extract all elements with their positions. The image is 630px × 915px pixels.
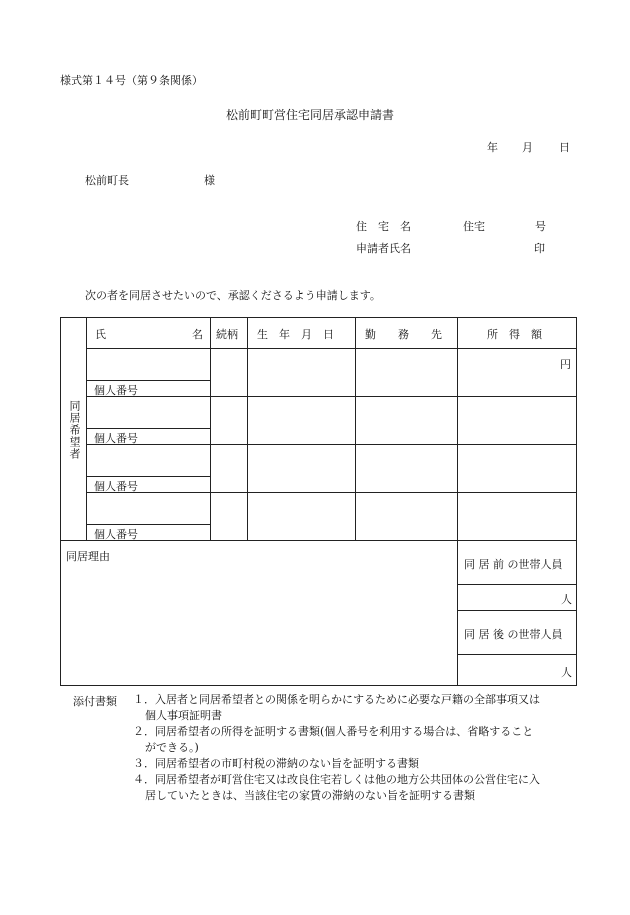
attachments-label: 添付書類 — [73, 695, 117, 708]
attachment-1-num: １． — [133, 693, 155, 706]
row-1-name-field[interactable] — [87, 349, 210, 380]
attachment-2-line1: 同居希望者の所得を証明する書類(個人番号を利用する場合は、省略すること — [155, 725, 534, 738]
co-resident-side-label: 同居希望者 — [68, 400, 81, 460]
applicant-address-label: 住 宅 名 — [356, 220, 411, 233]
header-name-a: 氏 — [95, 328, 106, 341]
row-4-id-label: 個人番号 — [94, 528, 138, 541]
row-3-name-field[interactable] — [87, 445, 210, 476]
household-before-unit: 人 — [561, 593, 572, 606]
attachment-4-line2: 居していたときは、当該住宅の家賃の滞納のない旨を証明する書類 — [145, 789, 475, 802]
attachment-1-line1: 入居者と同居希望者との関係を明らかにするために必要な戸籍の全部事項又は — [155, 693, 540, 706]
form-number: 様式第１４号（第９条関係） — [60, 74, 203, 87]
reason-field[interactable] — [61, 562, 456, 684]
row-1-id-label: 個人番号 — [94, 384, 138, 397]
household-before-label: 同 居 前 の世帯人員 — [464, 558, 563, 571]
row-2-id-label: 個人番号 — [94, 432, 138, 445]
application-statement: 次の者を同居させたいので、承認くださるよう申請します。 — [85, 289, 381, 302]
header-birthdate: 生 年 月 日 — [257, 328, 334, 341]
document-title: 松前町町営住宅同居承認申請書 — [226, 108, 395, 122]
applicant-name-label: 申請者氏名 — [356, 242, 411, 255]
addressee-name: 松前町長 — [85, 174, 129, 187]
row-4-name-field[interactable] — [87, 493, 210, 524]
attachment-2-num: ２． — [133, 725, 155, 738]
applicant-address-suffix: 号 — [535, 220, 546, 233]
header-name-b: 名 — [192, 328, 203, 341]
applicant-seal: 印 — [534, 242, 545, 255]
attachment-4-line1: 同居希望者が町営住宅又は改良住宅若しくは他の地方公共団体の公営住宅に入 — [155, 773, 540, 786]
date-year-label: 年 — [487, 141, 498, 154]
household-after-unit: 人 — [561, 666, 572, 679]
attachment-2-line2: ができる。) — [145, 741, 199, 754]
income-unit: 円 — [560, 358, 571, 371]
attachment-3-num: ３． — [133, 757, 155, 770]
household-after-label: 同 居 後 の世帯人員 — [464, 628, 563, 641]
row-2-name-field[interactable] — [87, 397, 210, 428]
reason-label: 同居理由 — [66, 550, 110, 563]
attachment-3-line1: 同居希望者の市町村税の滞納のない旨を証明する書類 — [155, 757, 419, 770]
applicant-address-mid: 住宅 — [463, 220, 485, 233]
date-month-label: 月 — [522, 141, 533, 154]
addressee-honorific: 様 — [204, 174, 215, 187]
row-3-id-label: 個人番号 — [94, 480, 138, 493]
header-relation: 続柄 — [216, 328, 238, 341]
attachment-1-line2: 個人事項証明書 — [145, 709, 222, 722]
header-workplace: 勤 務 先 — [365, 328, 442, 341]
attachment-4-num: ４． — [133, 773, 155, 786]
date-day-label: 日 — [559, 141, 570, 154]
header-income: 所 得 額 — [487, 328, 542, 341]
